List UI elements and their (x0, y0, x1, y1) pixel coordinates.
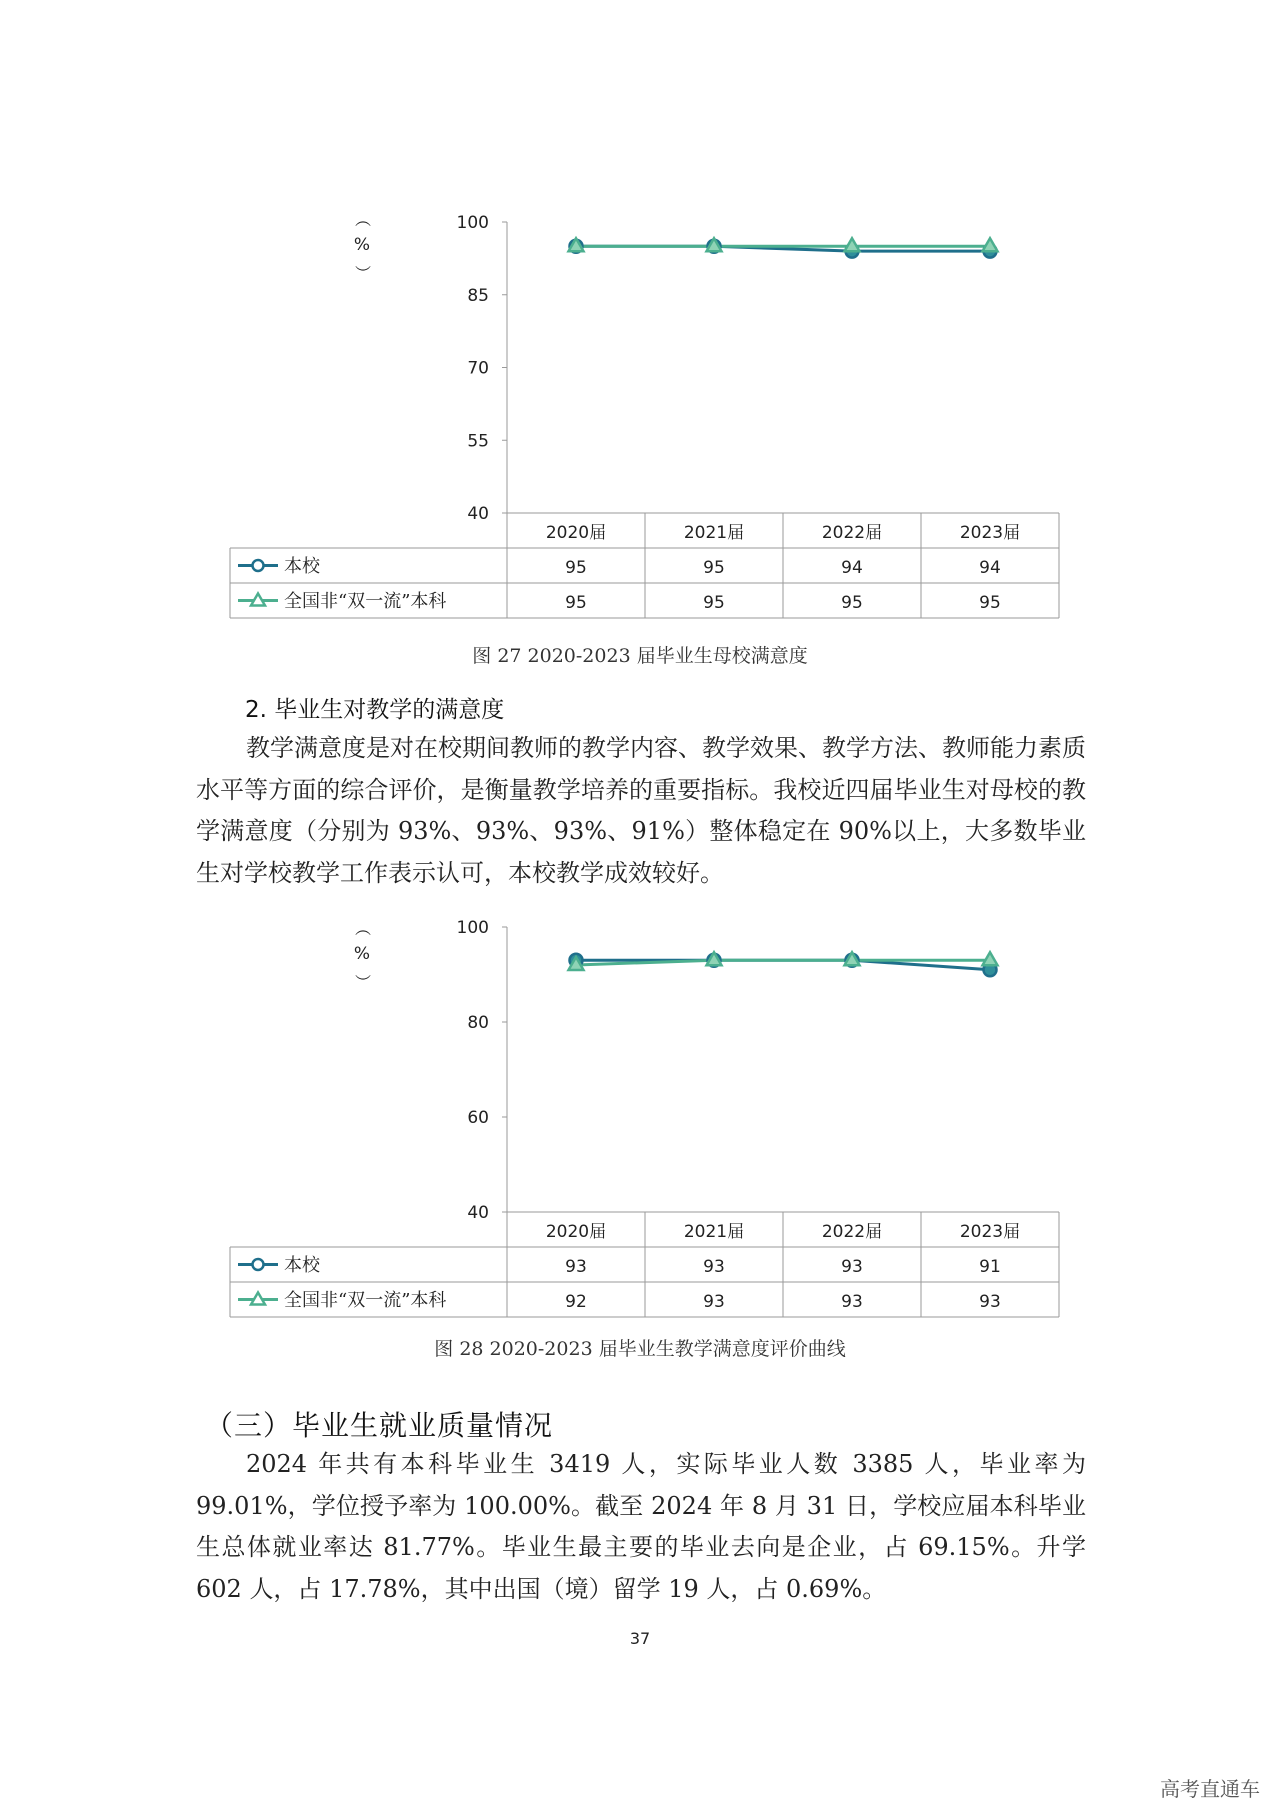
data-table-value: 95 (841, 593, 863, 613)
y-tick-label: 40 (467, 1203, 489, 1223)
data-table-value: 93 (841, 1292, 863, 1312)
y-axis-unit (353, 211, 372, 281)
legend-label: 全国非“双一流”本科 (284, 591, 447, 612)
chart-teaching-satisfaction (0, 905, 1280, 1330)
y-tick-label: 60 (467, 1108, 489, 1128)
y-tick-label: 70 (467, 358, 489, 379)
y-tick-label: 80 (467, 1013, 489, 1033)
data-table-value: 94 (979, 558, 1001, 578)
x-category-label: 2020届 (545, 523, 607, 543)
y-tick-label: 100 (456, 213, 489, 233)
legend-circle-marker (253, 1259, 264, 1270)
y-unit-paren-open: （ (353, 210, 372, 228)
teaching-satisfaction-paragraph: 教学满意度是对在校期间教师的教学内容、教学效果、教学方法、教师能力素质水平等方面的综合评价，是衡量教学培养的重要指标。我校近四届毕业生对母校的教学满意度（分别为 93%、93%、93%、91%）整体稳定在 90%以上，大多数毕业生对学校教学工作表示认可，本校教学成效较好。 (196, 734, 1086, 887)
data-table-value: 93 (841, 1257, 863, 1277)
data-table-value: 95 (565, 558, 587, 578)
y-axis-unit (353, 920, 372, 990)
y-unit-paren-open: （ (353, 919, 372, 937)
chart-mother-school-satisfaction (0, 200, 1280, 630)
y-tick-label: 40 (467, 504, 489, 524)
data-table-value: 92 (565, 1292, 587, 1312)
legend-label: 本校 (284, 556, 320, 577)
data-table-value: 95 (703, 593, 725, 613)
employment-quality-paragraph: 2024 年共有本科毕业生 3419 人，实际毕业人数 3385 人，毕业率为 99.01%，学位授予率为 100.00%。截至 2024 年 8 月 31 日，学校应届本科毕业生总体就业率达 81.77%。毕业生最主要的毕业去向是企业，占 69.15%。升学 602 人，占 17.78%，其中出国（境）留学 19 人，占 0.69%。 (196, 1450, 1086, 1603)
legend-triangle-marker (251, 1293, 265, 1305)
y-tick-label: 100 (456, 918, 489, 938)
x-category-label: 2021届 (683, 1222, 745, 1242)
watermark: 高考直通车 (1160, 1777, 1260, 1801)
chart-27-caption: 图 27 2020-2023 届毕业生母校满意度 (472, 645, 808, 667)
y-tick-label: 85 (467, 285, 489, 306)
data-table-value: 93 (703, 1257, 725, 1277)
x-category-label: 2020届 (545, 1222, 607, 1242)
y-unit-paren-close: ） (353, 973, 372, 991)
y-unit-paren-close: ） (353, 264, 372, 282)
x-category-label: 2022届 (821, 523, 883, 543)
y-axis-label: % (353, 235, 371, 255)
legend-circle-marker (253, 560, 264, 571)
x-category-label: 2023届 (959, 1222, 1021, 1242)
data-table-value: 91 (979, 1257, 1001, 1277)
data-table-value: 95 (565, 593, 587, 613)
chart-27-svg (0, 200, 1280, 630)
x-category-label: 2023届 (959, 523, 1021, 543)
data-table-value: 93 (565, 1257, 587, 1277)
legend-label: 全国非“双一流”本科 (284, 1290, 447, 1311)
chart-28-caption: 图 28 2020-2023 届毕业生教学满意度评价曲线 (434, 1338, 846, 1360)
x-category-label: 2022届 (821, 1222, 883, 1242)
employment-quality-heading: （三）毕业生就业质量情况 (205, 1409, 554, 1442)
legend-triangle-marker (251, 594, 265, 606)
chart-28-svg (0, 905, 1280, 1330)
data-table-value: 95 (979, 593, 1001, 613)
data-table-value: 93 (703, 1292, 725, 1312)
data-table-value: 94 (841, 558, 863, 578)
y-tick-label: 55 (467, 431, 489, 452)
data-table-value: 95 (703, 558, 725, 578)
section-teaching-satisfaction-heading: 2. 毕业生对教学的满意度 (245, 697, 505, 723)
data-table-value: 93 (979, 1292, 1001, 1312)
y-axis-label: % (353, 944, 371, 964)
page-number: 37 (629, 1629, 651, 1648)
x-category-label: 2021届 (683, 523, 745, 543)
legend-label: 本校 (284, 1255, 320, 1276)
